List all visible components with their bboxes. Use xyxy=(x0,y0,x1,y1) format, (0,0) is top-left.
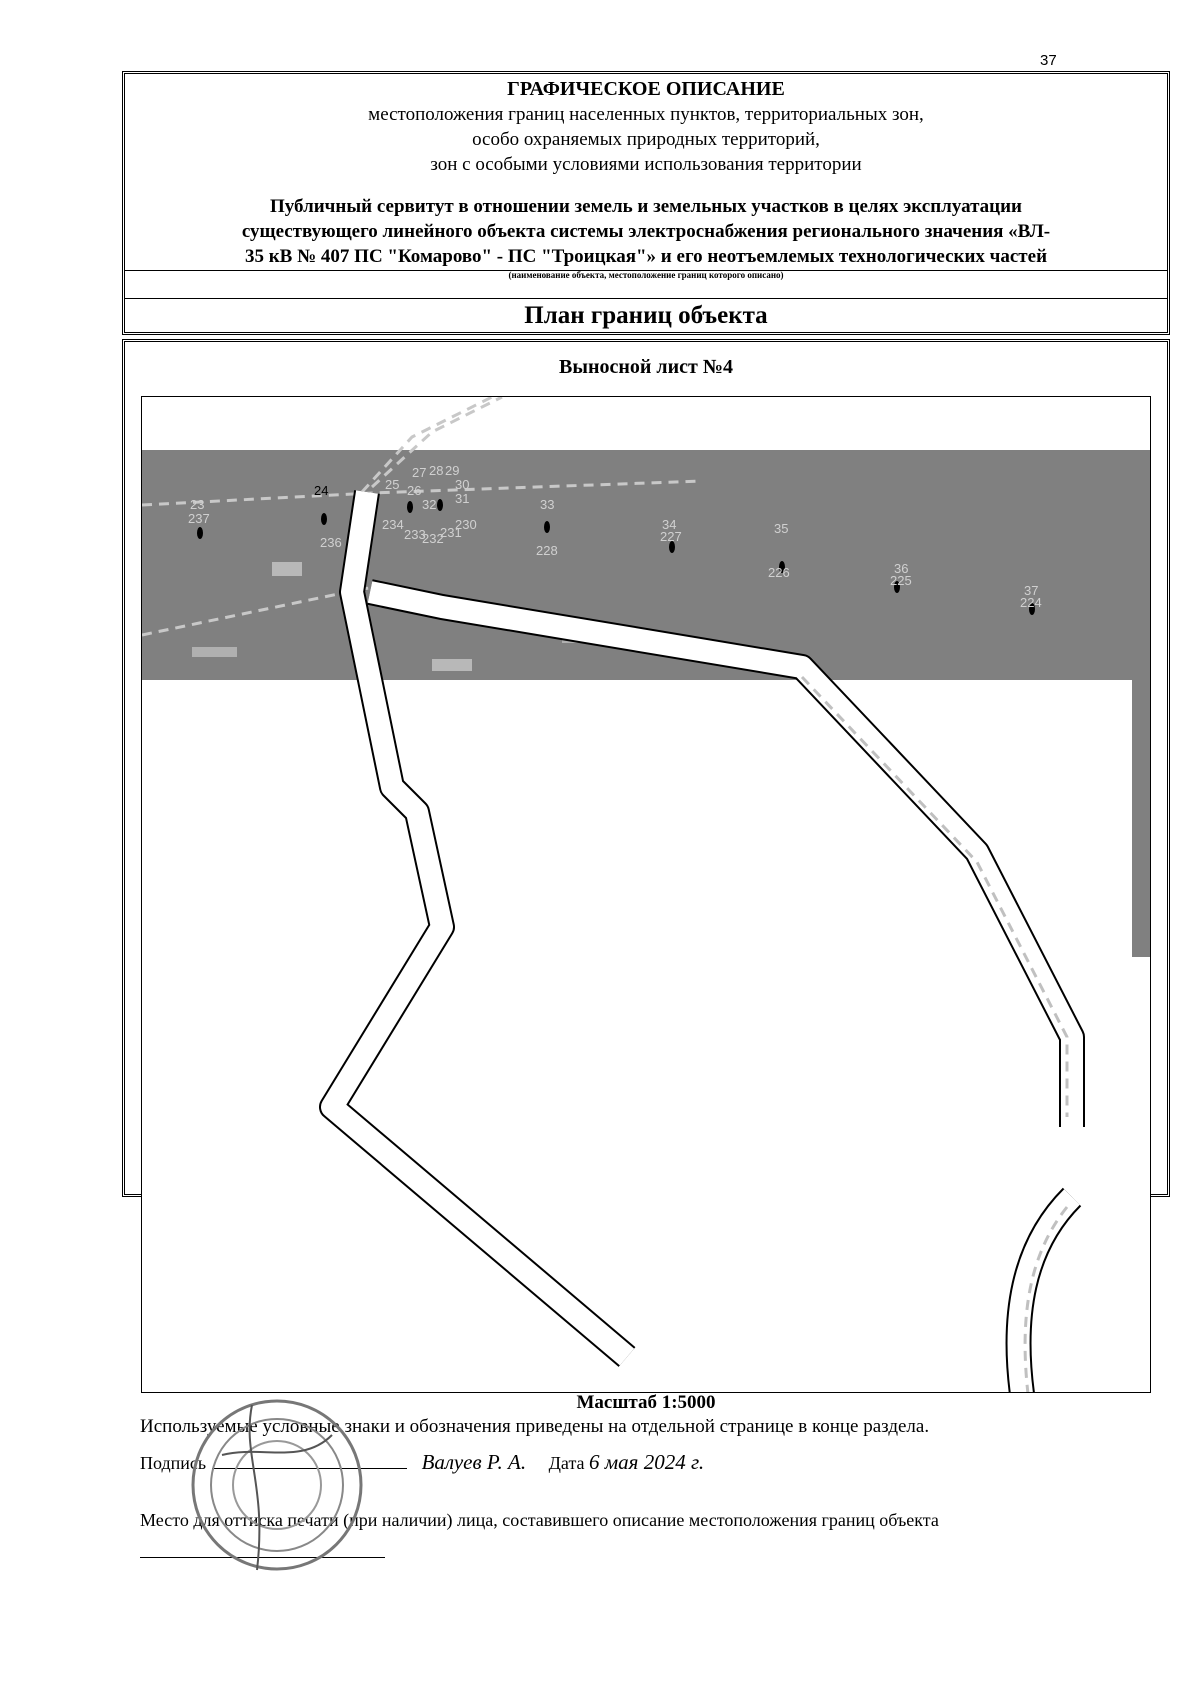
signer-name: Валуев Р. А. xyxy=(421,1450,527,1474)
point-label: 32 xyxy=(422,497,437,512)
boundary-point xyxy=(437,499,443,511)
seal-stamp xyxy=(182,1395,372,1575)
point-label: 227 xyxy=(660,529,682,544)
point-label: 25 xyxy=(385,477,400,492)
subtitle-line-1: местоположения границ населенных пунктов, территориальных зон, xyxy=(368,104,924,125)
boundary-point xyxy=(407,501,413,513)
point-label: 226 xyxy=(768,565,790,580)
object-name xyxy=(145,194,1147,269)
point-label: 29 xyxy=(445,463,460,478)
scale-label: Масштаб 1:5000 xyxy=(576,1392,716,1413)
signature-label: Подпись xyxy=(140,1453,207,1473)
object-line-3: 35 кВ № 407 ПС "Комарово" - ПС "Троицкая"» и его неотъемлемых технологических частей xyxy=(244,246,1048,267)
legend-note: Используемые условные знаки и обозначения приведены на отдельной странице в конце раздела. xyxy=(140,1416,930,1437)
point-label: 26 xyxy=(407,483,422,498)
point-label: 27 xyxy=(412,465,427,480)
boundary-point xyxy=(544,521,550,533)
point-label: 237 xyxy=(188,511,210,526)
document-title: ГРАФИЧЕСКОЕ ОПИСАНИЕ xyxy=(507,78,785,100)
date-label: Дата xyxy=(548,1453,585,1473)
dashed-boundary xyxy=(802,677,1067,1117)
object-caption: (наименование объекта, местоположение границ которого описано) xyxy=(508,270,784,280)
stamp-note: Место для оттиска печати (при наличии) лица, составившего описание местоположения границ объекта xyxy=(140,1510,939,1530)
terrain-spot xyxy=(432,659,472,671)
object-line-2: существующего линейного объекта системы электроснабжения регионального значения «ВЛ- xyxy=(241,221,1051,242)
plan-title: План границ объекта xyxy=(524,302,768,329)
object-line-1: Публичный сервитут в отношении земель и земельных участков в целях эксплуатации xyxy=(270,196,1022,217)
point-label: 23 xyxy=(190,497,205,512)
boundary-point xyxy=(197,527,203,539)
point-label: 228 xyxy=(536,543,558,558)
point-label: 24 xyxy=(314,483,329,498)
terrain-spot xyxy=(272,562,302,576)
point-label: 236 xyxy=(320,535,342,550)
point-label: 33 xyxy=(540,497,555,512)
point-label: 224 xyxy=(1020,595,1042,610)
divider xyxy=(125,298,1167,299)
map-canvas xyxy=(142,397,1151,1393)
point-label: 35 xyxy=(774,521,789,536)
point-label: 232 xyxy=(422,531,444,546)
sheet-frame xyxy=(122,339,1170,1530)
header-frame xyxy=(122,71,1170,335)
point-label: 225 xyxy=(890,573,912,588)
point-label: 233 xyxy=(404,527,426,542)
boundary-map xyxy=(141,396,1151,1393)
point-label: 34 xyxy=(662,517,677,532)
point-label: 31 xyxy=(455,491,470,506)
point-label: 230 xyxy=(455,517,477,532)
point-label: 37 xyxy=(1024,583,1039,598)
point-label: 234 xyxy=(382,517,404,532)
date-value: 6 мая 2024 г. xyxy=(589,1450,705,1474)
point-label: 231 xyxy=(440,525,462,540)
page-number: 37 xyxy=(1040,52,1057,69)
point-label: 28 xyxy=(429,463,444,478)
boundary-point xyxy=(321,513,327,525)
point-label: 36 xyxy=(894,561,909,576)
terrain-spot xyxy=(192,647,237,657)
point-label: 30 xyxy=(455,477,470,492)
subtitle-line-3: зон с особыми условиями использования территории xyxy=(430,154,862,175)
sheet-title: Выносной лист №4 xyxy=(559,356,733,378)
subtitle-line-2: особо охраняемых природных территорий, xyxy=(472,129,820,150)
